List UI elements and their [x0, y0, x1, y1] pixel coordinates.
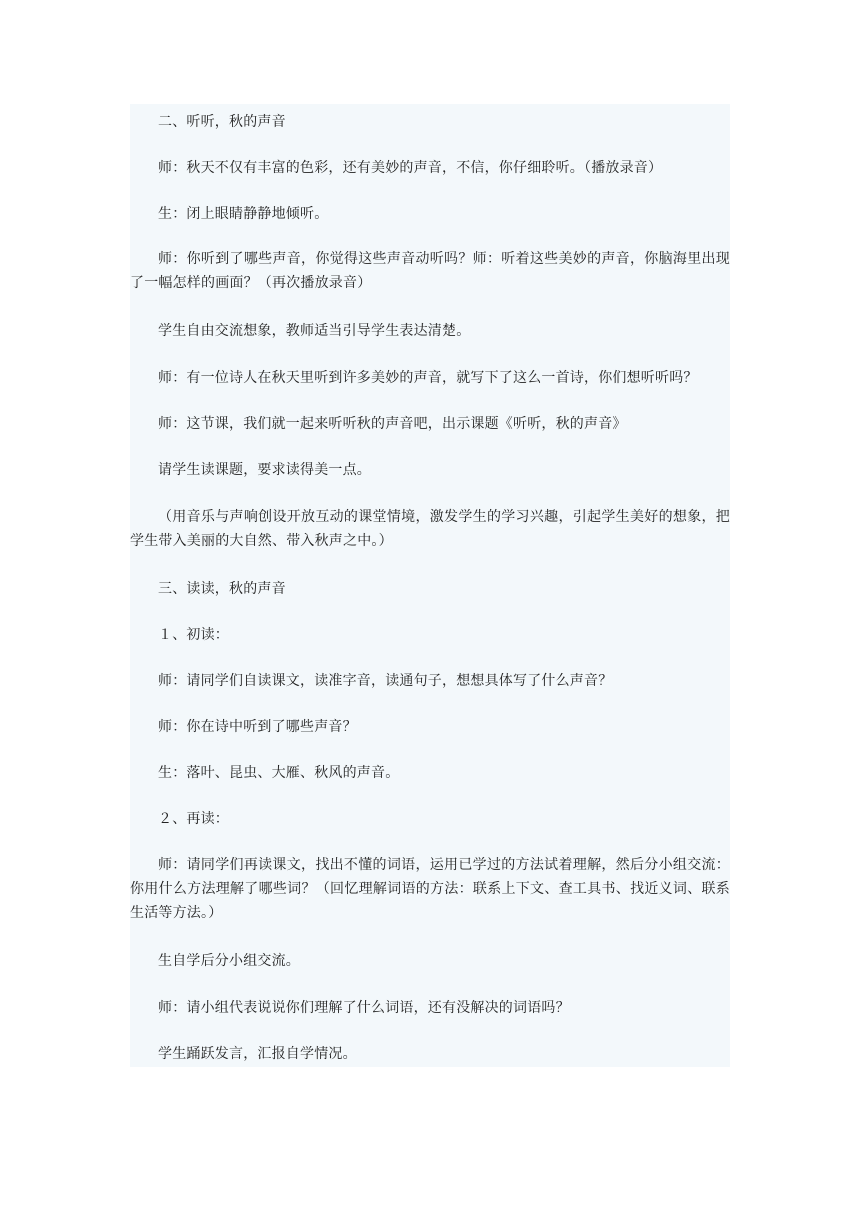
- step-first-read: １、初读：: [158, 627, 229, 643]
- lesson-plan-content: [130, 104, 730, 1067]
- paragraph-group-exchange: 生自学后分小组交流。: [158, 953, 300, 969]
- paragraph-teacher-group-report: 师：请小组代表说说你们理解了什么词语，还有没解决的词语吗？: [158, 1000, 570, 1016]
- section-heading-listen: 二、听听，秋的声音: [158, 114, 286, 130]
- paragraph-teacher-poet: 师：有一位诗人在秋天里听到许多美妙的声音，就写下了这么一首诗，你们想听听吗？: [158, 370, 698, 386]
- paragraph-student-exchange: 学生自由交流想象，教师适当引导学生表达清楚。: [158, 323, 471, 339]
- paragraph-teacher-question: 师：你听到了哪些声音，你觉得这些声音动听吗？师：听着这些美妙的声音，你脑海里出现了一幅怎样的画面？（再次播放录音）: [130, 251, 730, 291]
- paragraph-teacher-vocabulary: 师：请同学们再读课文，找出不懂的词语，运用已学过的方法试着理解，然后分小组交流：你用什么方法理解了哪些词？（回忆理解词语的方法：联系上下文、查工具书、找近义词、联系生活等方法。）: [130, 857, 730, 921]
- paragraph-student-sounds: 生：落叶、昆虫、大雁、秋风的声音。: [158, 765, 400, 781]
- paragraph-teacher-self-read: 师：请同学们自读课文，读准字音，读通句子，想想具体写了什么声音？: [158, 673, 613, 689]
- paragraph-teacher-intro: 师：秋天不仅有丰富的色彩，还有美妙的声音，不信，你仔细聆听。（播放录音）: [158, 160, 663, 176]
- paragraph-design-note: （用音乐与声响创设开放互动的课堂情境，激发学生的学习兴趣，引起学生美好的想象，把学生带入美丽的大自然、带入秋声之中。）: [130, 509, 730, 549]
- paragraph-student-report: 学生踊跃发言，汇报自学情况。: [158, 1046, 357, 1062]
- step-second-read: ２、再读：: [158, 811, 229, 827]
- paragraph-read-title: 请学生读课题，要求读得美一点。: [158, 462, 371, 478]
- paragraph-teacher-topic: 师：这节课，我们就一起来听听秋的声音吧，出示课题《听听，秋的声音》: [158, 416, 627, 432]
- paragraph-student-listen: 生：闭上眼睛静静地倾听。: [158, 206, 329, 222]
- section-heading-read: 三、读读，秋的声音: [158, 581, 286, 597]
- paragraph-teacher-sounds: 师：你在诗中听到了哪些声音？: [158, 719, 357, 735]
